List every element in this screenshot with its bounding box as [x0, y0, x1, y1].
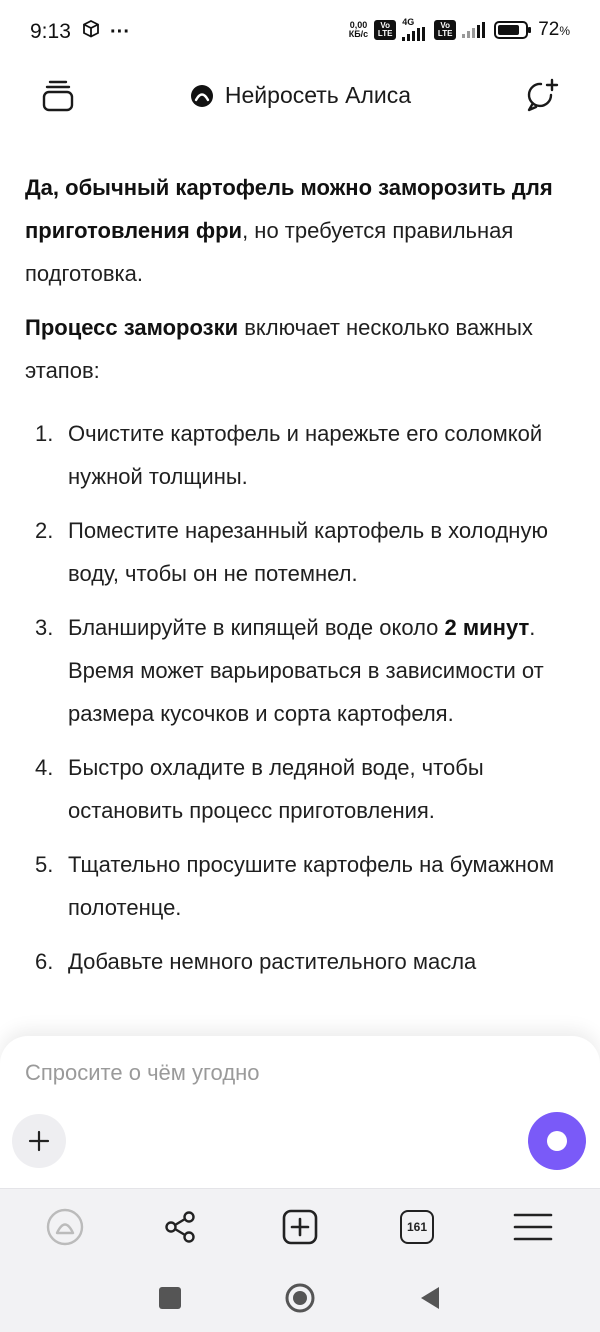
list-item: 1. Очистите картофель и нарежьте его соломкой нужной толщины.	[35, 421, 543, 489]
signal-strength-icon	[402, 27, 428, 41]
signal-strength-2-icon	[462, 22, 488, 38]
hamburger-menu-icon	[513, 1211, 553, 1243]
new-chat-icon	[524, 78, 560, 114]
recents-button[interactable]	[150, 1278, 190, 1318]
home-button[interactable]	[280, 1278, 320, 1318]
alice-home-button[interactable]	[43, 1205, 87, 1249]
app-header	[0, 64, 600, 128]
steps-list	[25, 412, 565, 983]
triangle-back-icon	[419, 1286, 441, 1310]
alice-logo-icon	[189, 83, 215, 109]
list-item: 2. Поместите нарезанный картофель в холодную воду, чтобы он не потемнел.	[35, 518, 548, 586]
input-panel	[0, 1036, 600, 1188]
battery-percent: 72%	[538, 18, 570, 40]
add-square-icon	[282, 1209, 318, 1245]
volte-badge: Vo LTE	[374, 20, 396, 40]
new-tab-button[interactable]	[278, 1205, 322, 1249]
assistant-message	[25, 166, 565, 994]
system-navigation-bar	[0, 1264, 600, 1332]
status-bar	[0, 0, 600, 64]
list-item: 6. Добавьте немного растительного масла	[35, 949, 477, 974]
message-input[interactable]: Спросите о чём угодно	[25, 1060, 260, 1085]
list-item: 5. Тщательно просушите картофель на бумажном полотенце.	[35, 852, 555, 920]
circle-home-icon	[284, 1282, 316, 1314]
network-speed: 0,00 КБ/с	[348, 19, 369, 39]
list-item: 4. Быстро охладите в ледяной воде, чтобы остановить процесс приготовления.	[35, 755, 484, 823]
browser-toolbar	[0, 1188, 600, 1265]
box-notification-icon	[82, 20, 100, 43]
share-button[interactable]	[158, 1205, 202, 1249]
tabs-button[interactable]	[395, 1205, 439, 1249]
plus-icon	[28, 1130, 50, 1152]
voice-button[interactable]	[528, 1112, 586, 1170]
attach-button[interactable]	[12, 1114, 66, 1168]
alice-home-icon	[45, 1207, 85, 1247]
page-title: Нейросеть Алиса	[0, 82, 600, 109]
network-type: 4G	[402, 18, 428, 41]
message-paragraph-2: Процесс заморозки включает несколько важных этапов:	[25, 315, 533, 383]
more-notifications-icon: ···	[110, 20, 130, 43]
share-icon	[162, 1209, 198, 1245]
back-button[interactable]	[410, 1278, 450, 1318]
new-chat-button[interactable]	[518, 72, 566, 120]
voice-dot-icon	[547, 1131, 567, 1151]
battery-icon	[494, 21, 532, 39]
volte-badge-2: Vo LTE	[434, 20, 456, 40]
square-recents-icon	[159, 1287, 181, 1309]
list-item: 3. Бланшируйте в кипящей воде около 2 минут. Время может варьироваться в зависимости от размера кусочков и сорта картофеля.	[35, 615, 544, 726]
menu-button[interactable]	[511, 1205, 555, 1249]
message-paragraph-1: Да, обычный картофель можно заморозить для приготовления фри, но требуется правильная подготовка.	[25, 175, 553, 286]
tabs-count-icon: 161	[400, 1210, 434, 1244]
status-time: 9:13	[30, 20, 71, 43]
